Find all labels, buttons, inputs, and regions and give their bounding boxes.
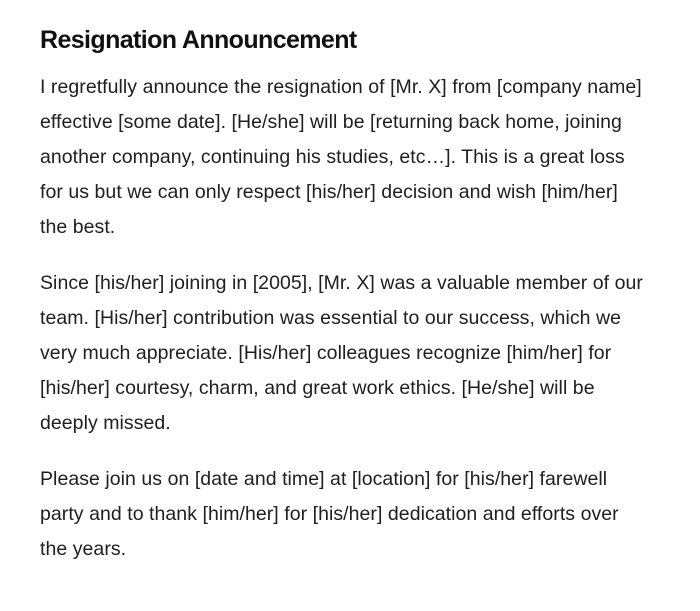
document-page [40,20,650,588]
paragraph-farewell-invitation: Please join us on [date and time] at [location] for [his/her] farewell party and to thank [him/her] for [his/her] dedication and efforts over the years. [40,468,619,560]
paragraph-contribution: Since [his/her] joining in [2005], [Mr. X] was a valuable member of our team. [His/her] contribution was essential to our success, which we very much appreciate. [His/her] colleagues recognize [him/her] for [his/her] courtesy, charm, and great work ethics. [He/she] will be deeply missed. [40,272,643,434]
paragraph-resignation-notice: I regretfully announce the resignation of [Mr. X] from [company name] effective [some date]. [He/she] will be [returning back home, joining another company, continuing his studies, etc…]. This is a great loss for us but we can only respect [his/her] decision and wish [him/her] the best. [40,76,642,238]
document-title: Resignation Announcement [40,26,357,54]
